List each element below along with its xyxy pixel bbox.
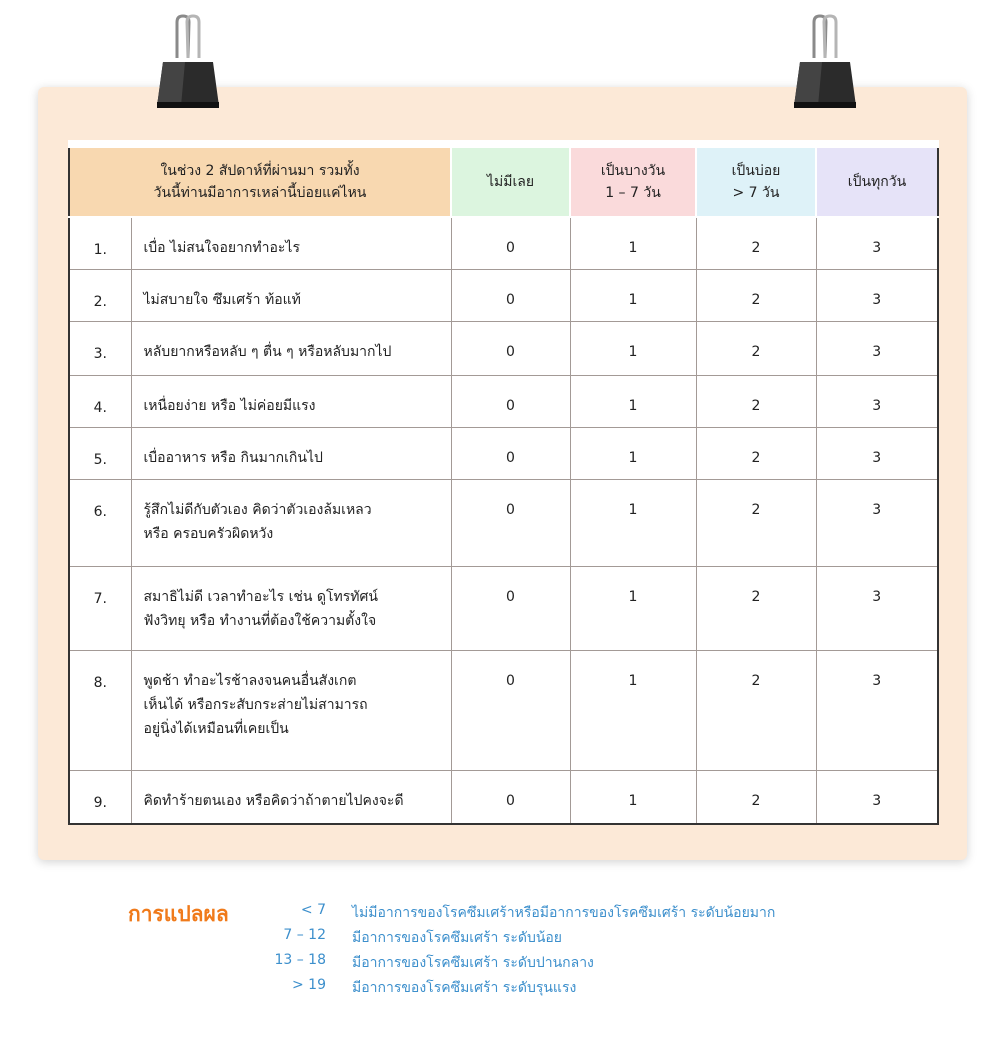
score-cell: 1 xyxy=(570,321,696,375)
score-cell: 0 xyxy=(451,217,570,269)
score-cell: 3 xyxy=(816,650,938,770)
score-cell: 2 xyxy=(696,427,816,479)
row-number: 4. xyxy=(69,375,131,427)
row-number: 3. xyxy=(69,321,131,375)
score-cell: 1 xyxy=(570,479,696,566)
score-cell: 2 xyxy=(696,269,816,321)
score-cell: 3 xyxy=(816,770,938,824)
legend-description: มีอาการของโรคซึมเศร้า ระดับปานกลาง xyxy=(352,955,594,971)
score-cell: 1 xyxy=(570,650,696,770)
table-row xyxy=(69,650,938,770)
row-question: พูดช้า ทำอะไรช้าลงจนคนอื่นสังเกต เห็นได้ หรือกระสับกระส่ายไม่สามารถ อยู่นิ่งได้เหมือนที่เคยเป็น xyxy=(131,650,451,770)
table-row xyxy=(69,427,938,479)
score-cell: 1 xyxy=(570,269,696,321)
score-cell: 3 xyxy=(816,269,938,321)
score-cell: 0 xyxy=(451,650,570,770)
header-option-every-day: เป็นทุกวัน xyxy=(816,144,938,217)
score-cell: 0 xyxy=(451,566,570,650)
score-cell: 1 xyxy=(570,375,696,427)
row-question: สมาธิไม่ดี เวลาทำอะไร เช่น ดูโทรทัศน์ ฟังวิทยุ หรือ ทำงานที่ต้องใช้ความตั้งใจ xyxy=(131,566,451,650)
score-cell: 0 xyxy=(451,321,570,375)
legend-range: < 7 xyxy=(300,902,326,918)
legend-description: ไม่มีอาการของโรคซึมเศร้าหรือมีอาการของโรคซึมเศร้า ระดับน้อยมาก xyxy=(352,905,776,921)
score-cell: 2 xyxy=(696,479,816,566)
legend-description: มีอาการของโรคซึมเศร้า ระดับรุนแรง xyxy=(352,980,577,996)
score-cell: 1 xyxy=(570,427,696,479)
score-cell: 0 xyxy=(451,479,570,566)
table-row xyxy=(69,321,938,375)
score-cell: 2 xyxy=(696,770,816,824)
score-cell: 3 xyxy=(816,427,938,479)
legend-range: > 19 xyxy=(292,977,326,993)
legend-range: 7 – 12 xyxy=(283,927,326,943)
score-cell: 2 xyxy=(696,650,816,770)
header-option-often: เป็นบ่อย > 7 วัน xyxy=(696,144,816,217)
row-question: หลับยากหรือหลับ ๆ ตื่น ๆ หรือหลับมากไป xyxy=(131,321,451,375)
row-number: 1. xyxy=(69,217,131,269)
binder-clip-icon xyxy=(792,14,858,110)
row-question: เบื่ออาหาร หรือ กินมากเกินไป xyxy=(131,427,451,479)
score-cell: 1 xyxy=(570,770,696,824)
interpretation-title: การแปลผล xyxy=(128,902,229,926)
score-cell: 3 xyxy=(816,375,938,427)
table-row xyxy=(69,269,938,321)
score-cell: 3 xyxy=(816,479,938,566)
score-cell: 0 xyxy=(451,770,570,824)
phq9-table xyxy=(68,140,939,825)
score-cell: 3 xyxy=(816,566,938,650)
table-row xyxy=(69,479,938,566)
table-header-row xyxy=(69,144,938,217)
score-cell: 1 xyxy=(570,566,696,650)
score-cell: 2 xyxy=(696,375,816,427)
header-option-some-days: เป็นบางวัน 1 – 7 วัน xyxy=(570,144,696,217)
row-question: เบื่อ ไม่สนใจอยากทำอะไร xyxy=(131,217,451,269)
score-cell: 2 xyxy=(696,217,816,269)
score-cell: 2 xyxy=(696,566,816,650)
row-question: รู้สึกไม่ดีกับตัวเอง คิดว่าตัวเองล้มเหลว หรือ ครอบครัวผิดหวัง xyxy=(131,479,451,566)
row-question: ไม่สบายใจ ซึมเศร้า ท้อแท้ xyxy=(131,269,451,321)
score-cell: 3 xyxy=(816,321,938,375)
row-question: เหนื่อยง่าย หรือ ไม่ค่อยมีแรง xyxy=(131,375,451,427)
header-question: ในช่วง 2 สัปดาห์ที่ผ่านมา รวมทั้ง วันนี้ท่านมีอาการเหล่านี้บ่อยแค่ไหน xyxy=(69,144,451,217)
score-cell: 0 xyxy=(451,427,570,479)
score-cell: 1 xyxy=(570,217,696,269)
legend-description: มีอาการของโรคซึมเศร้า ระดับน้อย xyxy=(352,930,563,946)
table-row xyxy=(69,770,938,824)
row-number: 2. xyxy=(69,269,131,321)
row-number: 6. xyxy=(69,479,131,566)
binder-clip-icon xyxy=(155,14,221,110)
row-question: คิดทำร้ายตนเอง หรือคิดว่าถ้าตายไปคงจะดี xyxy=(131,770,451,824)
row-number: 7. xyxy=(69,566,131,650)
score-cell: 0 xyxy=(451,269,570,321)
row-number: 5. xyxy=(69,427,131,479)
table-row xyxy=(69,217,938,269)
header-option-never: ไม่มีเลย xyxy=(451,144,570,217)
score-cell: 3 xyxy=(816,217,938,269)
row-number: 8. xyxy=(69,650,131,770)
legend-range: 13 – 18 xyxy=(274,952,326,968)
table-row xyxy=(69,375,938,427)
table-row xyxy=(69,566,938,650)
row-number: 9. xyxy=(69,770,131,824)
score-cell: 2 xyxy=(696,321,816,375)
score-cell: 0 xyxy=(451,375,570,427)
